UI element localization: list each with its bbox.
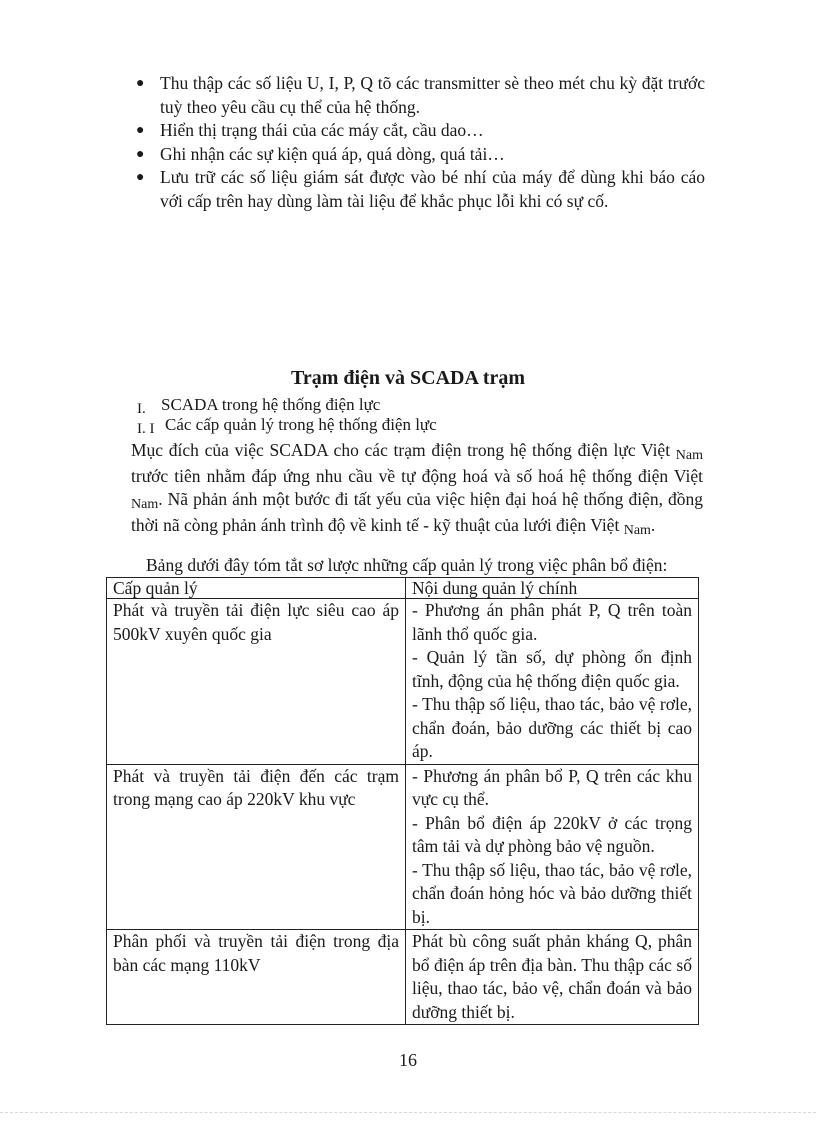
table-intro: Bảng dưới đây tóm tắt sơ lược những cấp quản lý trong việc phân bổ điện: (146, 555, 668, 575)
bullet-icon: ● (136, 170, 145, 185)
bullet-item: ● Ghi nhận các sự kiện quá áp, quá dòng, quá tải… (133, 143, 705, 167)
heading-2-number: I. I (137, 421, 155, 437)
page-number: 16 (399, 1050, 417, 1070)
table-row (107, 930, 699, 1025)
table-cell-level: Phát và truyền tải điện đến các trạm trong mạng cao áp 220kV khu vực (107, 764, 406, 930)
management-levels-table (106, 577, 699, 1025)
table-cell-content: - Phương án phân phát P, Q trên toàn lãnh thổ quốc gia. - Quản lý tần số, dự phòng ổn định tĩnh, động của hệ thống điện quốc gia. - Thu thập số liệu, thao tác, bảo vệ rơle, chẩn đoán, bảo dưỡng các thiết bị cao áp. (406, 599, 699, 765)
table-row (107, 764, 699, 930)
table-header-cell: Nội dung quản lý chính (406, 578, 699, 599)
heading-2 (137, 415, 437, 435)
bullet-icon: ● (136, 146, 145, 162)
heading-1-number: I. (137, 401, 146, 417)
body-paragraph: Mục đích của việc SCADA cho các trạm điện trong hệ thống điện lực Việt Nam trước tiên nhằm đáp ứng nhu cầu về tự động hoá và số hoá hệ thống điện Việt Nam. Nã phản ánh một bước đi tất yếu của việc hiện đại hoá hệ thống điện, đồng thời nã còng phản ánh trình độ về kinh tế - kỹ thuật của lưới điện Việt Nam. (131, 440, 703, 538)
bullet-item: ● Hiển thị trạng thái của các máy cắt, cầu dao… (133, 119, 705, 143)
page-bottom-divider (0, 1112, 816, 1113)
table-cell-content: - Phương án phân bổ P, Q trên các khu vực cụ thể. - Phân bổ điện áp 220kV ở các trọng tâm tải và dự phòng bảo vệ nguồn. - Thu thập số liệu, thao tác, bảo vệ rơle, chẩn đoán hỏng hóc và bảo dưỡng thiết bị. (406, 764, 699, 930)
table-cell-level: Phát và truyền tải điện lực siêu cao áp 500kV xuyên quốc gia (107, 599, 406, 765)
table-header-cell: Cấp quản lý (107, 578, 406, 599)
bullet-item: ● Thu thập các số liệu U, I, P, Q tõ các transmitter sè theo mét chu kỳ đặt trước tuỳ theo yêu cầu cụ thể của hệ thống. (136, 73, 705, 117)
table-cell-content: Phát bù công suất phản kháng Q, phân bổ điện áp trên địa bàn. Thu thập các số liệu, thao tác, bảo vệ, chẩn đoán và bảo dưỡng thiết bị. (406, 930, 699, 1025)
bullet-list (133, 72, 705, 213)
heading-1 (137, 395, 380, 415)
bullet-icon: ● (136, 76, 145, 91)
table-cell-level: Phân phối và truyền tải điện trong địa bàn các mạng 110kV (107, 930, 406, 1025)
section-title: Trạm điện và SCADA trạm (290, 367, 526, 389)
bullet-icon: ● (136, 123, 145, 138)
heading-1-text: SCADA trong hệ thống điện lực (161, 395, 381, 414)
table-row (107, 599, 699, 765)
table-header-row (107, 578, 699, 599)
heading-2-text: Các cấp quản lý trong hệ thống điện lực (165, 415, 437, 434)
bullet-item: ● Lưu trữ các số liệu giám sát được vào bé nhí của máy để dùng khi báo cáo với cấp trên hay dùng làm tài liệu để khắc phục lỗi khi có sự cố. (136, 167, 705, 211)
